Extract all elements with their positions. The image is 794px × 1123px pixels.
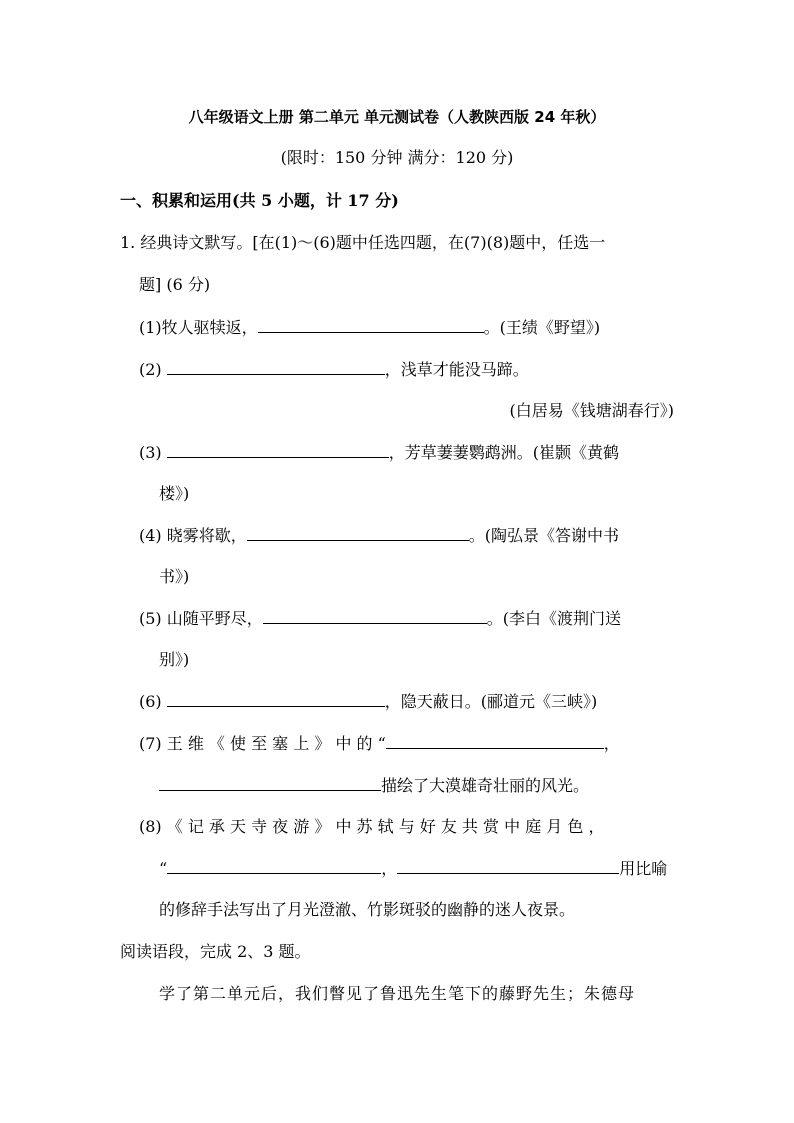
item-6-prefix: (6): [139, 692, 162, 711]
item-3-prefix: (3): [139, 443, 162, 462]
answer-blank[interactable]: [386, 732, 604, 749]
item-2-suffix: ，浅草才能没马蹄。: [384, 360, 529, 379]
exam-time-score: (限时：150 分钟 满分：120 分): [280, 148, 514, 167]
answer-blank[interactable]: [397, 857, 619, 874]
item-3-suffix: ，芳草萋萋鹦鹉洲。(崔颢《黄鹤: [388, 443, 620, 462]
item-4-suffix-cont: 书》): [159, 567, 190, 586]
item-7-prefix: (7) 王 维 《 使 至 塞 上 》 中 的 “: [139, 734, 386, 753]
answer-blank[interactable]: [167, 857, 381, 874]
question-item-4: [139, 524, 619, 547]
question-item-8-desc: 的修辞手法写出了月光澄澈、竹影斑驳的幽静的迷人夜景。: [159, 900, 576, 919]
question-item-2: [139, 358, 529, 381]
question-item-1: [139, 316, 600, 339]
item-8-suffix: 用比喻: [619, 859, 668, 878]
question-item-7: [139, 732, 620, 755]
question-item-6: [139, 690, 597, 713]
question-item-8-cont: [159, 857, 667, 880]
item-8-quote: “: [159, 859, 168, 878]
question-item-3: [139, 441, 619, 464]
question-1-stem-cont: 题] (6 分): [139, 275, 211, 294]
item-3-suffix-cont: 楼》): [159, 484, 190, 503]
reading-instruction: 阅读语段，完成 2、3 题。: [120, 942, 311, 961]
question-item-8: (8) 《 记 承 天 寺 夜 游 》 中 苏 轼 与 好 友 共 赏 中 庭 月 色 ，: [139, 817, 605, 836]
item-5-prefix: (5) 山随平野尽，: [139, 609, 263, 628]
page-title: 八年级语文上册 第二单元 单元测试卷（人教陕西版 24 年秋）: [188, 108, 606, 126]
answer-blank[interactable]: [167, 358, 385, 375]
answer-blank[interactable]: [258, 316, 484, 333]
item-7-comma: ，: [603, 734, 620, 753]
item-2-prefix: (2): [139, 360, 162, 379]
item-1-prefix: (1)牧人驱犊返，: [139, 318, 258, 337]
item-1-suffix: 。(王绩《野望》): [483, 318, 601, 337]
item-8-comma: ，: [381, 859, 398, 878]
question-item-7-cont: [159, 774, 589, 797]
answer-blank[interactable]: [263, 607, 487, 624]
item-5-suffix: 。(李白《渡荆门送: [486, 609, 622, 628]
answer-blank[interactable]: [159, 774, 381, 791]
item-7-suffix: 描绘了大漠雄奇壮丽的风光。: [381, 776, 590, 795]
answer-blank[interactable]: [247, 524, 469, 541]
question-item-5: [139, 607, 621, 630]
answer-blank[interactable]: [167, 441, 389, 458]
item-4-prefix: (4) 晓雾将歇，: [139, 526, 247, 545]
reading-passage: 学了第二单元后，我们瞥见了鲁迅先生笔下的藤野先生；朱德母: [159, 984, 636, 1003]
item-5-suffix-cont: 别》): [159, 650, 190, 669]
section-heading: 一、积累和运用(共 5 小题，计 17 分): [120, 191, 399, 210]
answer-blank[interactable]: [167, 690, 385, 707]
question-1-stem: 1. 经典诗文默写。[在(1)～(6)题中任选四题，在(7)(8)题中，任选一: [120, 233, 606, 252]
item-2-source: (白居易《钱塘湖春行》): [509, 401, 674, 420]
item-4-suffix: 。(陶弘景《答谢中书: [468, 526, 620, 545]
item-6-suffix: ，隐天蔽日。(郦道元《三峡》): [384, 692, 598, 711]
